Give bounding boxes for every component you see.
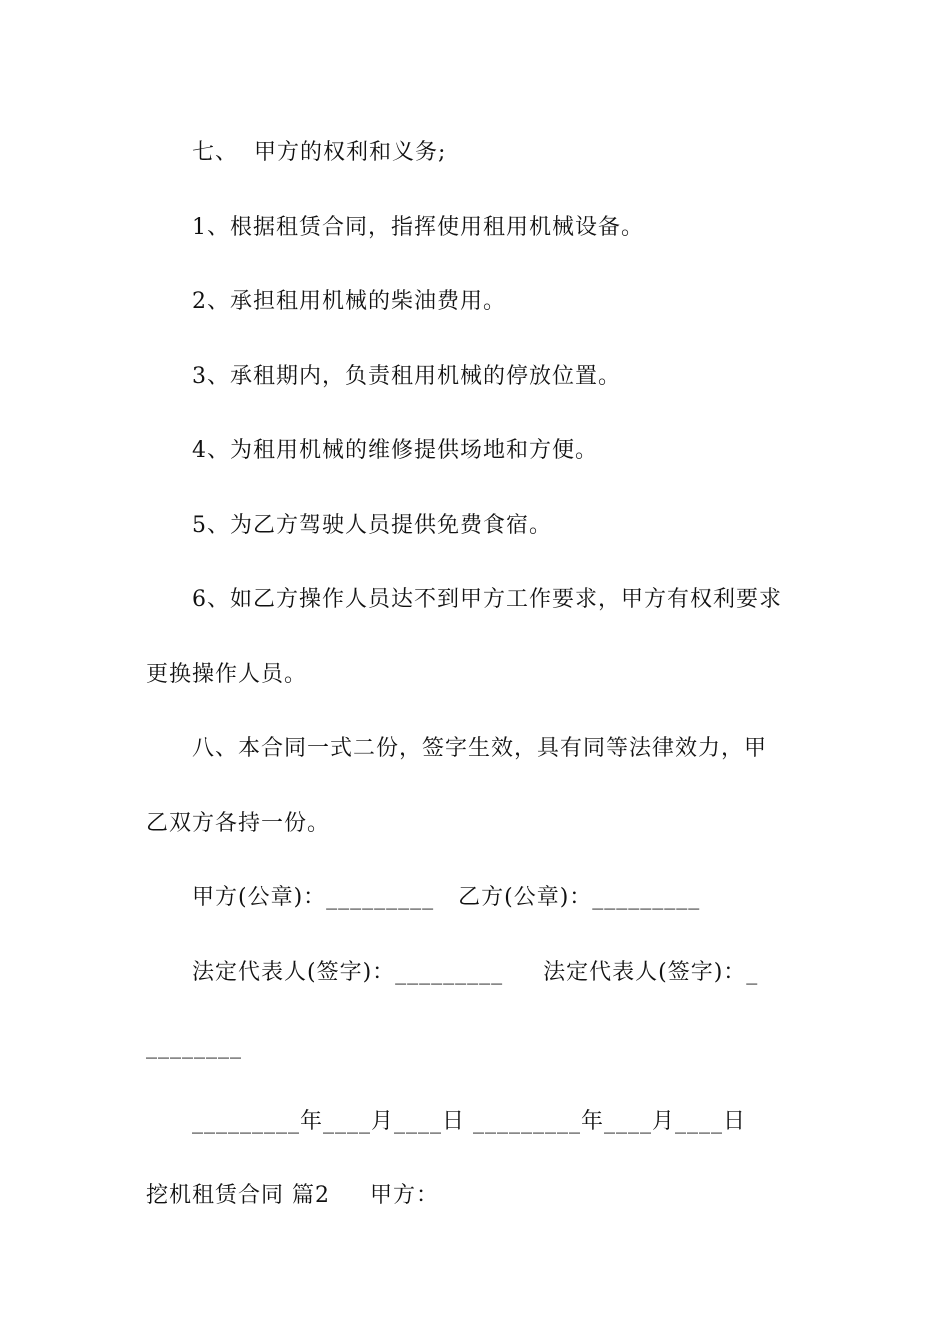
signature-seal-line: 甲方(公章)：_________ 乙方(公章)：_________: [192, 885, 701, 910]
section-7-heading: 七、 甲方的权利和义务;: [192, 140, 447, 165]
clause-item-3: 3、承租期内，负责租用机械的停放位置。: [192, 364, 621, 389]
section-8-line2: 乙双方各持一份。: [146, 811, 331, 836]
clause-item-2: 2、承担租用机械的柴油费用。: [192, 289, 506, 314]
legal-representative-line2: ________: [146, 1034, 242, 1059]
clause-item-1: 1、根据租赁合同，指挥使用租用机械设备。: [192, 215, 644, 240]
clause-item-4: 4、为租用机械的维修提供场地和方便。: [192, 438, 598, 463]
section-8-line1: 八、本合同一式二份，签字生效，具有同等法律效力，甲: [192, 736, 768, 761]
clause-item-6-line2: 更换操作人员。: [146, 662, 308, 687]
clause-item-5: 5、为乙方驾驶人员提供免费食宿。: [192, 513, 552, 538]
legal-representative-line1: 法定代表人(签字)：_________ 法定代表人(签字)：_: [192, 960, 759, 985]
date-line: _________年____月____日 _________年____月____日: [192, 1109, 746, 1134]
clause-item-6-line1: 6、如乙方操作人员达不到甲方工作要求，甲方有权利要求: [192, 587, 782, 612]
next-contract-heading: 挖机租赁合同 篇2 甲方：: [146, 1183, 439, 1208]
